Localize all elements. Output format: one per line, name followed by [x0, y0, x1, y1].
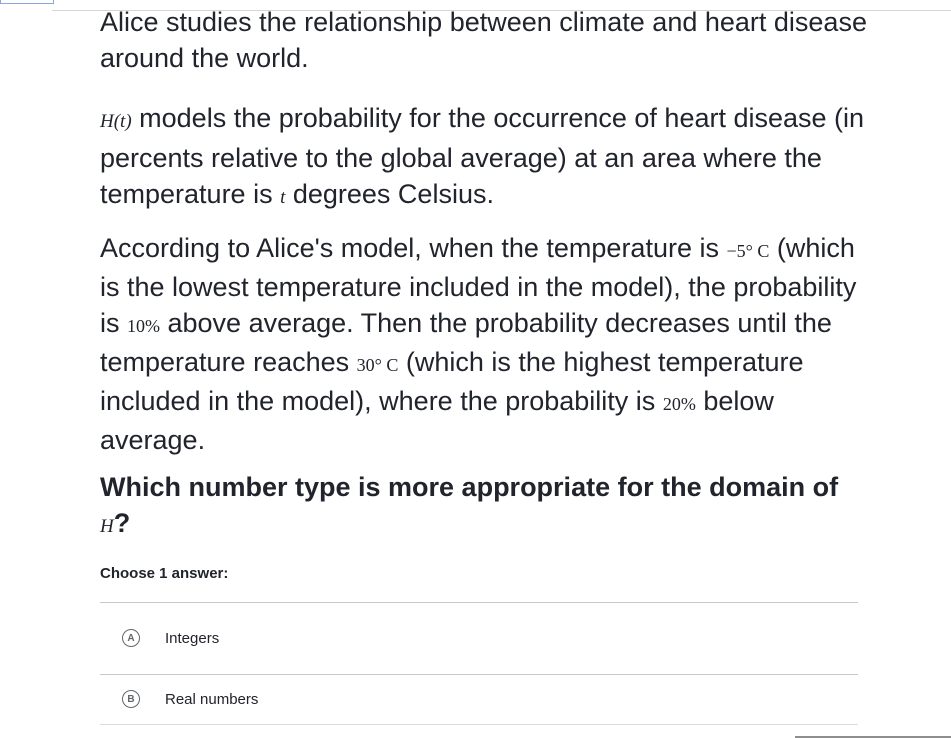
choice-b[interactable] [100, 675, 858, 723]
math-function: H(t) [100, 111, 132, 132]
math-temp-low: −5° C [726, 241, 770, 261]
choose-prompt: Choose 1 answer: [100, 565, 229, 582]
math-function-h: H [100, 516, 114, 537]
math-temp-high: 30° C [356, 355, 399, 375]
math-variable: t [280, 187, 286, 208]
choice-a-letter-icon[interactable]: A [122, 629, 140, 647]
choice-b-letter-icon[interactable]: B [122, 690, 140, 708]
math-pct-low: 20% [662, 394, 696, 414]
choice-divider [100, 724, 858, 725]
choice-b-label[interactable]: Real numbers [165, 690, 259, 708]
question-text: Which number type is more appropriate for the domain of H? [100, 472, 839, 538]
problem-intro: Alice studies the relationship between climate and heart disease around the world. [100, 7, 867, 73]
header-tab [0, 0, 54, 4]
choice-a[interactable] [100, 603, 858, 673]
problem-model: H(t) models the probability for the occurrence of heart disease (in percents relative to the global average) at an area where the temperature is t degrees Celsius. [100, 103, 865, 209]
problem-details: According to Alice's model, when the temperature is −5° C (which is the lowest temperature included in the model), the probability is 10% above average. Then the probability decreases until the temperature reaches 30° C (which is the highest temperature included in the model), where the probability is 20% below average. [100, 233, 857, 455]
choice-a-label[interactable]: Integers [165, 629, 220, 647]
math-pct-high: 10% [127, 316, 160, 336]
